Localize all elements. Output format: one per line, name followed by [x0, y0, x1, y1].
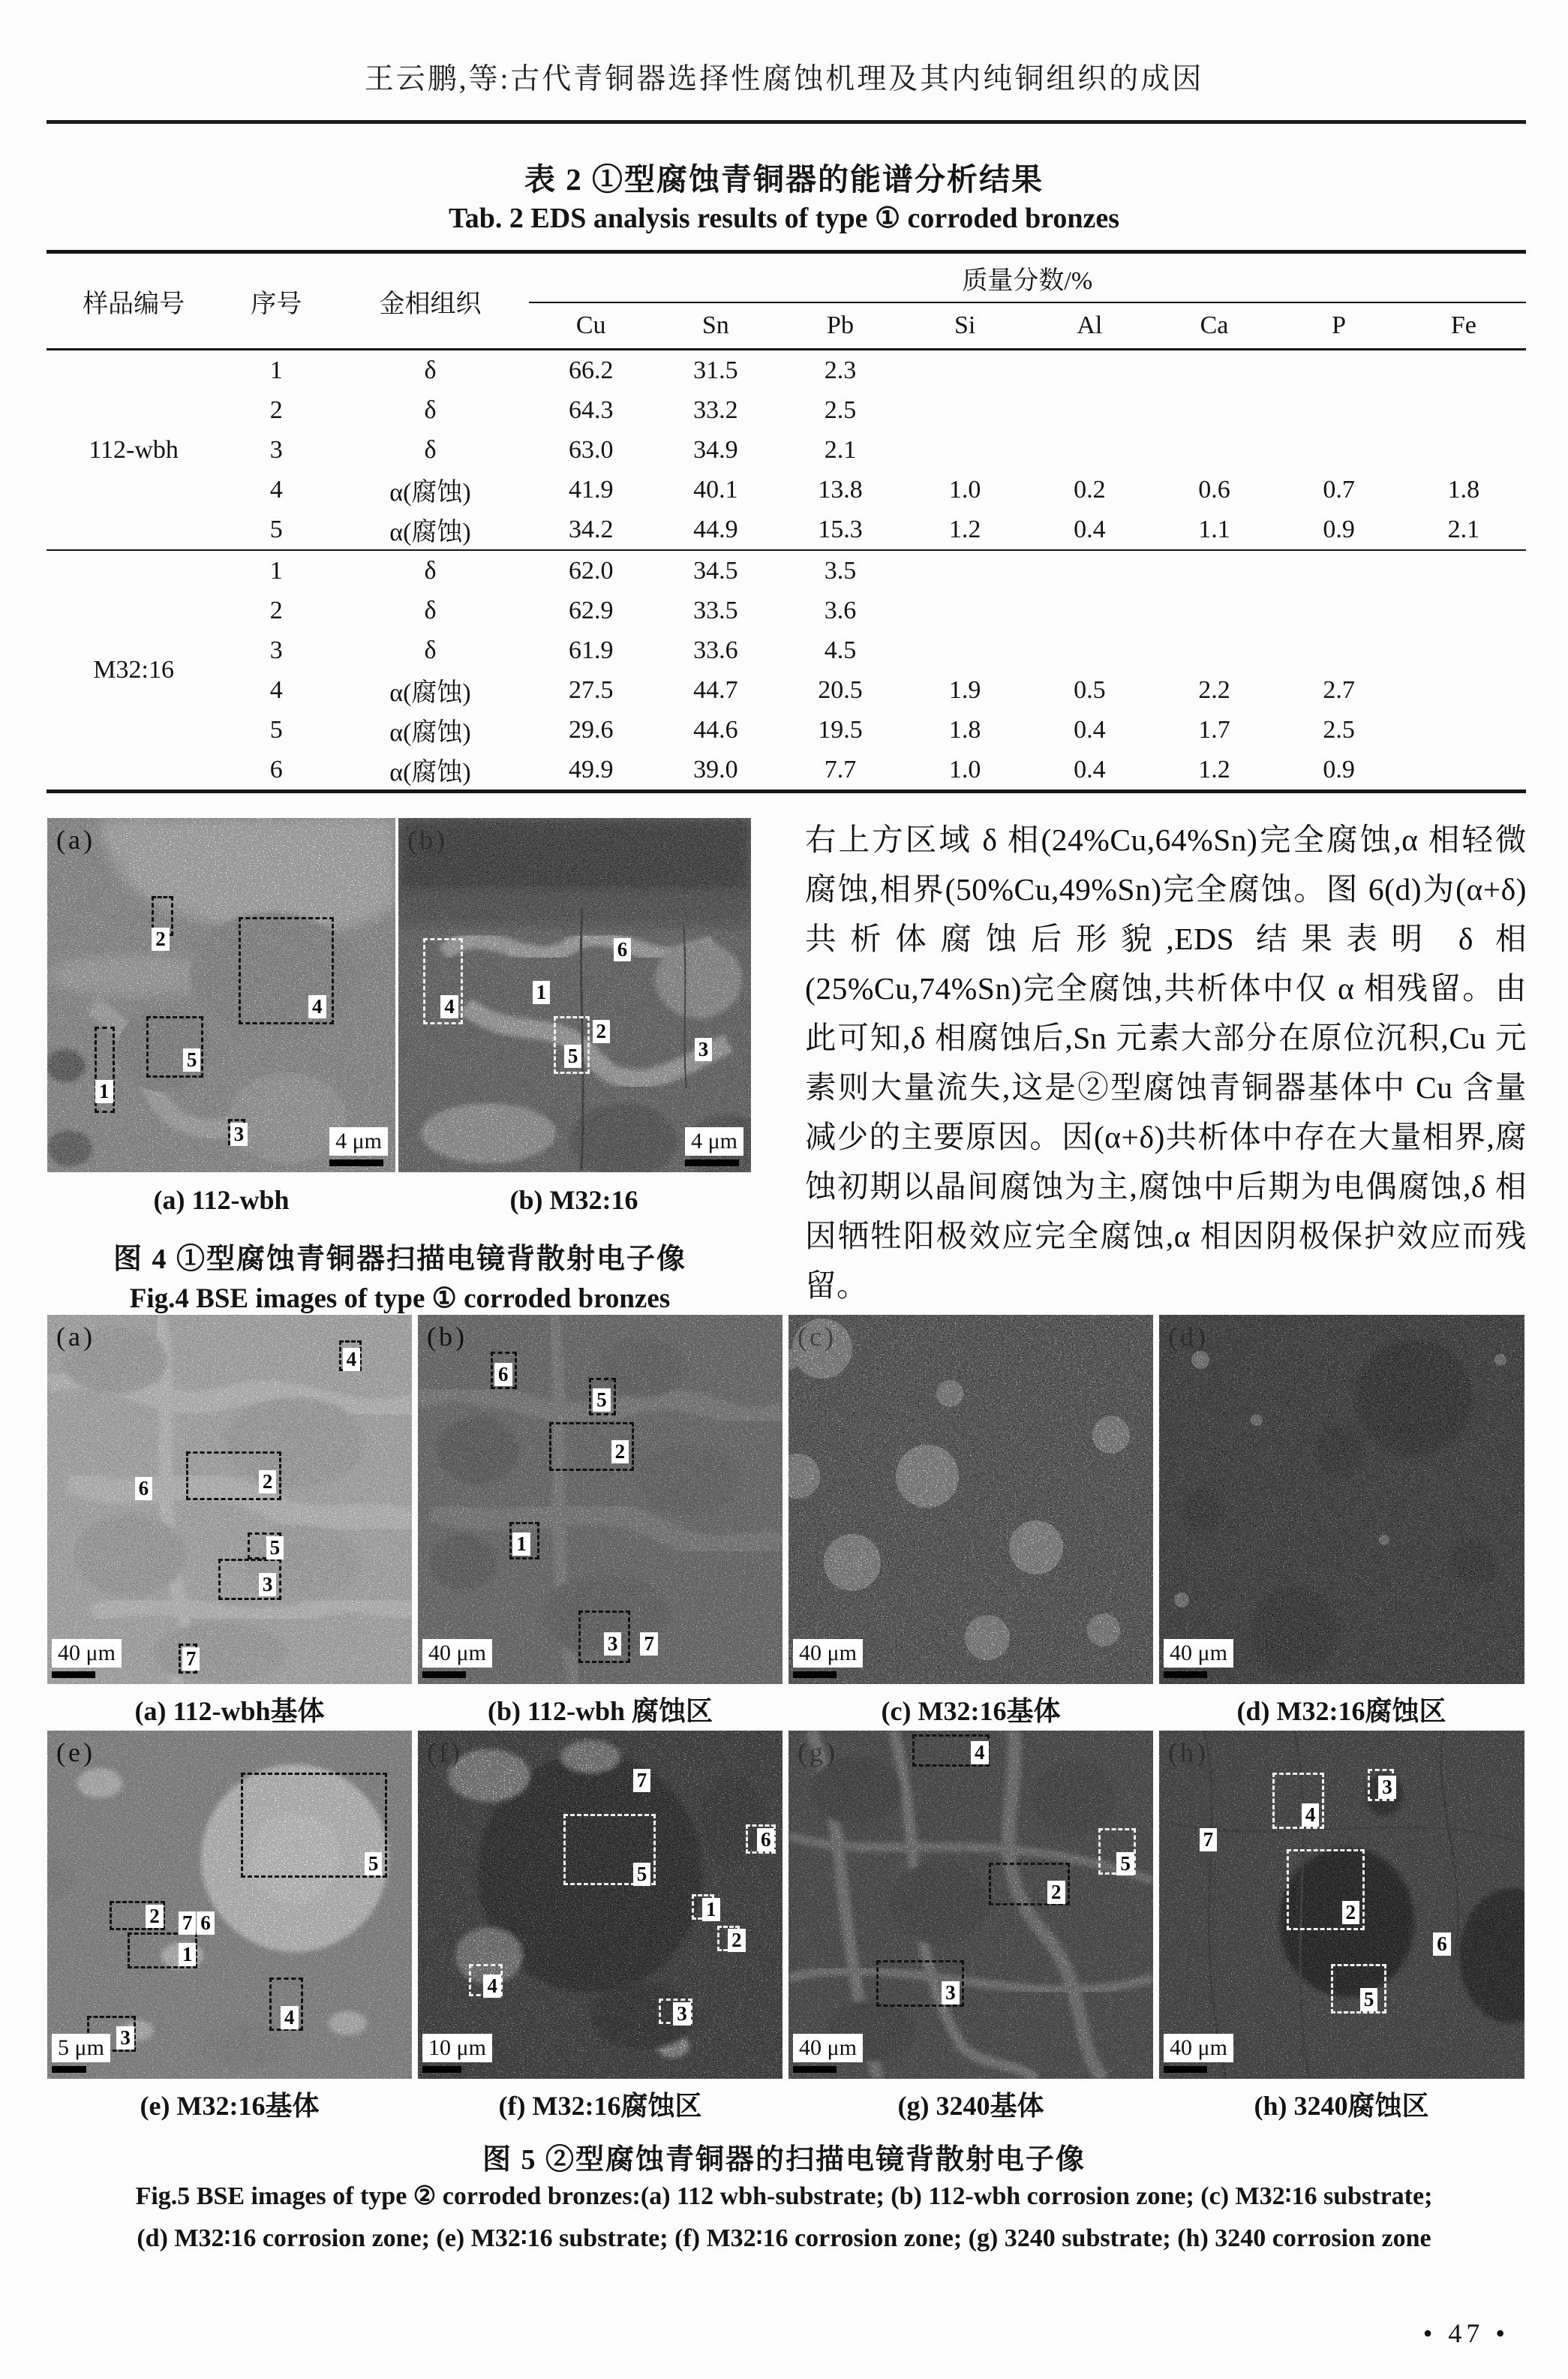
fig5-panel-g-label: (g) 3240基体: [897, 2091, 1044, 2121]
col-header-mass-fraction: 质量分数/%: [529, 252, 1526, 303]
col-header-sn: Sn: [701, 311, 729, 339]
scale-bar-label: 4 μm: [329, 1127, 388, 1156]
scale-bar-label: 40 μm: [1164, 1639, 1233, 1668]
cell-al: 0.5: [1074, 675, 1106, 704]
panel-letter: (f): [427, 1737, 463, 1767]
scale-bar: [422, 1639, 492, 1678]
scale-bar-label: 40 μm: [793, 2034, 863, 2062]
scale-bar-line: [329, 1159, 383, 1166]
col-header-cu: Cu: [575, 311, 606, 339]
cell-al: [1027, 550, 1152, 591]
cell-al: 0.4: [1074, 515, 1106, 543]
table-row: [47, 510, 1526, 550]
region-marker: 1: [702, 1898, 720, 1921]
cell-fe: [1401, 710, 1526, 750]
cell-si: [903, 550, 1027, 591]
region-marker: 3: [673, 2002, 691, 2026]
cell-sn: 34.9: [693, 435, 738, 464]
fig4-caption-en: Fig.4 BSE images of type ① corroded bronzes: [129, 1283, 671, 1314]
cell-al: 0.2: [1074, 475, 1106, 504]
cell-fe: [1401, 430, 1526, 470]
cell-cu: 34.2: [568, 515, 614, 543]
scale-bar-label: 40 μm: [52, 1639, 122, 1668]
cell-pb: 3.5: [824, 556, 857, 585]
cell-p: 0.9: [1323, 515, 1355, 543]
scale-bar-line: [52, 1671, 95, 1678]
scale-bar-label: 4 μm: [685, 1127, 743, 1156]
fig4-panel-b-bse-image: [398, 818, 751, 1172]
fig5-panel-f-label: (f) M32:16腐蚀区: [498, 2091, 702, 2121]
fig5-panel-d-bse-image: [1159, 1315, 1524, 1684]
cell-si: 1.9: [948, 675, 981, 704]
cell-ca: 1.2: [1198, 755, 1230, 783]
scale-bar-label: 5 μm: [52, 2034, 110, 2062]
cell-phase: α(腐蚀): [389, 679, 471, 707]
cell-sn: 44.9: [693, 515, 738, 543]
panel-letter: (a): [56, 1322, 95, 1352]
col-header-al: Al: [1077, 311, 1103, 339]
cell-no: 1: [269, 556, 283, 585]
fig5-panel-a-bse-image: [47, 1315, 412, 1684]
cell-p: [1277, 430, 1401, 470]
cell-al: [1027, 390, 1152, 430]
cell-al: [1027, 430, 1152, 470]
cell-pb: 13.8: [818, 475, 863, 504]
table2-title-zh: 表 2 ①型腐蚀青铜器的能谱分析结果: [524, 162, 1044, 197]
cell-p: [1277, 630, 1401, 670]
region-marker: 5: [1360, 1988, 1378, 2011]
table-row: [47, 350, 1526, 391]
cell-pb: 7.7: [824, 755, 857, 783]
region-marker: 4: [1302, 1803, 1320, 1827]
cell-phase: δ: [424, 556, 437, 585]
fig5-panel-f-bse-image: [418, 1731, 782, 2079]
cell-p: [1277, 350, 1401, 391]
col-header-index: 序号: [251, 290, 302, 318]
scale-bar: [793, 2034, 863, 2073]
cell-ca: [1152, 591, 1276, 630]
cell-sn: 40.1: [693, 475, 738, 504]
cell-sn: 44.7: [693, 675, 738, 704]
cell-fe: [1401, 591, 1526, 630]
body-paragraph: 右上方区域 δ 相(24%Cu,64%Sn)完全腐蚀,α 相轻微腐蚀,相界(50%Cu,49%Sn)完全腐蚀。图 6(d)为(α+δ)共析体腐蚀后形貌,EDS 结果表明 δ 相(25%Cu,74%Sn)完全腐蚀,共析体中仅 α 相残留。由此可知,δ 相腐蚀后,Sn 元素大部分在原位沉积,Cu 元素则大量流失,这是②型腐蚀青铜器基体中 Cu 含量减少的主要原因。因(α+δ)共析体中存在大量相界,腐蚀初期以晶间腐蚀为主,腐蚀中后期为电偶腐蚀,δ 相因牺牲阳极效应完全腐蚀,α 相因阴极保护效应而残留。: [805, 823, 1527, 1303]
cell-no: 4: [269, 675, 283, 704]
fig5-panel-h-label: (h) 3240腐蚀区: [1254, 2091, 1429, 2121]
region-marker: 4: [308, 995, 326, 1018]
region-marker: 5: [266, 1536, 284, 1559]
fig5-panel-e-label: (e) M32:16基体: [140, 2091, 320, 2121]
fig5-panel-d-label: (d) M32:16腐蚀区: [1236, 1696, 1446, 1726]
cell-ca: 1.7: [1198, 715, 1230, 744]
region-marker: 4: [281, 2006, 299, 2029]
region-marker: 1: [95, 1080, 113, 1103]
region-marker: 2: [1342, 1901, 1360, 1924]
panel-letter: (e): [56, 1737, 95, 1767]
cell-fe: [1401, 550, 1526, 591]
scale-bar: [422, 2034, 492, 2073]
cell-cu: 49.9: [568, 755, 614, 783]
sample-group-m3216: [47, 550, 1526, 792]
cell-ca: [1152, 630, 1276, 670]
cell-cu: 41.9: [568, 475, 614, 504]
table-row: [47, 550, 1526, 591]
table-row: [47, 470, 1526, 510]
col-header-sample: 样品编号: [83, 290, 185, 318]
panel-letter: (c): [798, 1322, 837, 1352]
region-marker: 4: [971, 1741, 989, 1764]
table-row: [47, 430, 1526, 470]
fig5-caption-en-line2: (d) M32∶16 corrosion zone; (e) M32∶16 substrate; (f) M32∶16 corrosion zone; (g) 3240 substrate; (h) 3240 corrosion zone: [137, 2224, 1431, 2252]
scale-bar-line: [52, 2066, 86, 2073]
cell-ca: [1152, 350, 1276, 391]
cell-p: [1277, 591, 1401, 630]
fig5-panel-b-label: (b) 112-wbh 腐蚀区: [487, 1696, 713, 1726]
scale-bar-line: [793, 2066, 837, 2073]
cell-cu: 64.3: [568, 395, 614, 424]
region-marker: 1: [179, 1943, 197, 1966]
cell-fe: 2.1: [1447, 515, 1480, 543]
region-marker: 6: [494, 1363, 512, 1386]
cell-phase: α(腐蚀): [389, 479, 471, 507]
fig4-panel-a-label: (a) 112-wbh: [153, 1185, 290, 1215]
region-marker: 7: [182, 1647, 200, 1671]
col-header-fe: Fe: [1450, 311, 1476, 339]
region-marker: 4: [343, 1348, 361, 1371]
cell-p: [1277, 390, 1401, 430]
scale-bar-line: [793, 1671, 837, 1678]
cell-pb: 2.1: [824, 435, 857, 464]
cell-cu: 62.9: [568, 596, 614, 624]
region-marker: 7: [1200, 1828, 1218, 1851]
scale-bar: [1164, 1639, 1233, 1678]
scale-bar: [52, 1639, 122, 1678]
cell-ca: 2.2: [1198, 675, 1230, 704]
cell-ca: 0.6: [1198, 475, 1230, 504]
region-box: [1331, 1964, 1386, 2014]
region-marker: 5: [183, 1048, 201, 1072]
scale-bar-line: [422, 2066, 461, 2073]
cell-sn: 31.5: [693, 356, 738, 384]
cell-no: 2: [269, 596, 283, 624]
table-row: [47, 670, 1526, 710]
cell-al: [1027, 350, 1152, 391]
panel-letter: (d): [1168, 1322, 1209, 1352]
cell-phase: δ: [424, 596, 437, 624]
cell-sn: 33.6: [693, 636, 738, 664]
cell-no: 5: [269, 715, 283, 744]
fig5-panel-e-bse-image: [47, 1731, 412, 2079]
region-marker: 7: [640, 1632, 658, 1656]
region-marker: 7: [633, 1769, 651, 1792]
scale-bar-label: 10 μm: [422, 2034, 492, 2062]
scale-bar-line: [422, 1671, 466, 1678]
cell-pb: 20.5: [818, 675, 863, 704]
cell-p: [1277, 550, 1401, 591]
panel-letter: (h): [1168, 1737, 1209, 1767]
cell-phase: δ: [424, 395, 437, 424]
region-marker: 6: [614, 938, 632, 961]
cell-ca: [1152, 390, 1276, 430]
region-marker: 5: [1116, 1852, 1134, 1875]
region-marker: 5: [593, 1388, 611, 1412]
scale-bar-line: [1164, 1671, 1207, 1678]
table-row: [47, 390, 1526, 430]
region-marker: 3: [116, 2026, 134, 2050]
table-row: [47, 591, 1526, 630]
table2-title-en: Tab. 2 EDS analysis results of type ① corroded bronzes: [448, 203, 1120, 234]
cell-al: [1027, 591, 1152, 630]
cell-sn: 39.0: [693, 755, 738, 783]
region-marker: 4: [483, 1974, 501, 1998]
cell-cu: 61.9: [568, 636, 614, 664]
cell-cu: 29.6: [568, 715, 614, 744]
micrograph-texture: [1159, 1315, 1524, 1684]
region-marker: 3: [604, 1632, 622, 1656]
cell-pb: 3.6: [824, 596, 857, 624]
cell-ca: [1152, 550, 1276, 591]
cell-sample: 112-wbh: [89, 435, 179, 464]
region-marker: 5: [365, 1852, 383, 1875]
fig5-panel-h-bse-image: [1159, 1731, 1524, 2079]
region-marker: 7: [179, 1911, 197, 1935]
region-marker: 2: [146, 1905, 164, 1928]
scale-bar-label: 40 μm: [793, 1639, 863, 1668]
cell-si: 1.2: [948, 515, 981, 543]
fig4-panel-a-bse-image: [47, 818, 395, 1172]
cell-cu: 62.0: [568, 556, 614, 585]
cell-fe: [1401, 670, 1526, 710]
col-header-pb: Pb: [827, 311, 854, 339]
region-marker: 3: [695, 1038, 713, 1061]
region-marker: 3: [942, 1981, 960, 2005]
cell-si: [903, 350, 1027, 391]
cell-pb: 19.5: [818, 715, 863, 744]
region-marker: 3: [259, 1573, 277, 1596]
header-rule: [47, 120, 1526, 124]
cell-si: [903, 430, 1027, 470]
region-marker: 2: [728, 1929, 746, 1952]
cell-p: 2.5: [1323, 715, 1355, 744]
region-marker: 2: [611, 1440, 629, 1463]
page-number: • 47 •: [1422, 2318, 1509, 2348]
cell-pb: 4.5: [824, 636, 857, 664]
cell-no: 4: [269, 475, 283, 504]
col-header-p: P: [1332, 311, 1347, 339]
panel-letter: (a): [56, 825, 95, 855]
cell-sn: 33.5: [693, 596, 738, 624]
fig5-panel-c-label: (c) M32:16基体: [881, 1696, 1061, 1726]
scale-bar: [793, 1639, 863, 1678]
col-header-si: Si: [954, 311, 976, 339]
cell-ca: 1.1: [1198, 515, 1230, 543]
cell-sn: 34.5: [693, 556, 738, 585]
cell-phase: δ: [424, 435, 437, 464]
scale-bar-line: [1164, 2066, 1207, 2073]
panel-letter: (b): [427, 1322, 467, 1352]
region-marker: 2: [152, 928, 170, 951]
region-marker: 6: [757, 1828, 775, 1851]
micrograph-texture: [418, 1731, 782, 2079]
cell-fe: [1401, 750, 1526, 792]
micrograph-texture: [47, 818, 395, 1172]
cell-si: [903, 390, 1027, 430]
region-marker: 6: [1433, 1932, 1451, 1956]
region-marker: 5: [633, 1863, 651, 1886]
cell-phase: α(腐蚀): [389, 759, 471, 786]
scale-bar: [329, 1127, 388, 1166]
cell-phase: δ: [424, 636, 437, 664]
region-marker: 2: [593, 1020, 611, 1043]
cell-fe: 1.8: [1447, 475, 1480, 504]
cell-cu: 66.2: [568, 356, 614, 384]
scale-bar-line: [685, 1159, 739, 1166]
panel-letter: (g): [798, 1737, 838, 1767]
panel-letter: (b): [407, 825, 448, 855]
cell-p: 0.9: [1323, 755, 1355, 783]
cell-no: 5: [269, 515, 283, 543]
cell-pb: 2.5: [824, 395, 857, 424]
scale-bar: [1164, 2034, 1233, 2073]
cell-si: 1.8: [948, 715, 981, 744]
col-header-structure: 金相组织: [379, 290, 482, 318]
scale-bar-label: 40 μm: [422, 1639, 492, 1668]
cell-si: [903, 591, 1027, 630]
cell-no: 6: [269, 755, 283, 783]
cell-fe: [1401, 350, 1526, 391]
region-marker: 2: [259, 1470, 277, 1493]
cell-p: 0.7: [1323, 475, 1355, 504]
cell-pb: 15.3: [818, 515, 863, 543]
cell-phase: α(腐蚀): [389, 719, 471, 747]
table-row: [47, 750, 1526, 792]
cell-cu: 63.0: [568, 435, 614, 464]
region-marker: 2: [1047, 1881, 1065, 1904]
region-marker: 5: [564, 1045, 582, 1068]
sample-group-112wbh: [47, 350, 1526, 551]
col-header-ca: Ca: [1200, 311, 1229, 339]
cell-fe: [1401, 390, 1526, 430]
fig5-panel-c-bse-image: [789, 1315, 1153, 1684]
fig5-caption-zh: 图 5 ②型腐蚀青铜器的扫描电镜背散射电子像: [482, 2144, 1086, 2176]
fig4-caption-zh: 图 4 ①型腐蚀青铜器扫描电镜背散射电子像: [113, 1244, 686, 1275]
cell-phase: α(腐蚀): [389, 519, 471, 546]
fig5-caption-en-line1: Fig.5 BSE images of type ② corroded bronzes:(a) 112 wbh-substrate; (b) 112-wbh corrosion zone; (c) M32∶16 substrate;: [135, 2182, 1433, 2210]
cell-no: 3: [269, 435, 283, 464]
cell-al: 0.4: [1074, 755, 1106, 783]
cell-sn: 33.2: [693, 395, 738, 424]
cell-pb: 2.3: [824, 356, 857, 384]
micrograph-texture: [789, 1731, 1153, 2079]
region-marker: 6: [135, 1477, 153, 1500]
cell-sn: 44.6: [693, 715, 738, 744]
cell-al: 0.4: [1074, 715, 1106, 744]
cell-p: 2.7: [1323, 675, 1355, 704]
micrograph-texture: [789, 1315, 1153, 1684]
cell-no: 1: [269, 356, 283, 384]
fig5-panel-a-label: (a) 112-wbh基体: [134, 1696, 325, 1726]
fig4-panel-b-label: (b) M32:16: [509, 1185, 638, 1215]
fig5-panel-g-bse-image: [789, 1731, 1153, 2079]
table-row: [47, 630, 1526, 670]
region-marker: 1: [533, 981, 551, 1004]
eds-results-table: [47, 250, 1526, 793]
region-marker: 3: [1378, 1776, 1396, 1799]
cell-no: 3: [269, 636, 283, 664]
scale-bar: [685, 1127, 743, 1166]
running-header: 王云鹏,等:古代青铜器选择性腐蚀机理及其内纯铜组织的成因: [364, 63, 1204, 95]
cell-sample: M32:16: [93, 656, 174, 684]
table-row: [47, 710, 1526, 750]
region-marker: 3: [230, 1123, 248, 1146]
cell-si: 1.0: [948, 755, 981, 783]
cell-si: 1.0: [948, 475, 981, 504]
region-marker: 4: [440, 995, 458, 1018]
cell-phase: δ: [424, 356, 437, 384]
cell-ca: [1152, 430, 1276, 470]
fig5-panel-b-bse-image: [418, 1315, 782, 1684]
scale-bar: [52, 2034, 110, 2073]
cell-fe: [1401, 630, 1526, 670]
region-marker: 1: [512, 1532, 530, 1556]
cell-no: 2: [269, 395, 283, 424]
table-header: [47, 252, 1526, 350]
cell-cu: 27.5: [568, 675, 614, 704]
scale-bar-label: 40 μm: [1164, 2034, 1233, 2062]
region-marker: 6: [197, 1911, 215, 1935]
cell-al: [1027, 630, 1152, 670]
cell-si: [903, 630, 1027, 670]
